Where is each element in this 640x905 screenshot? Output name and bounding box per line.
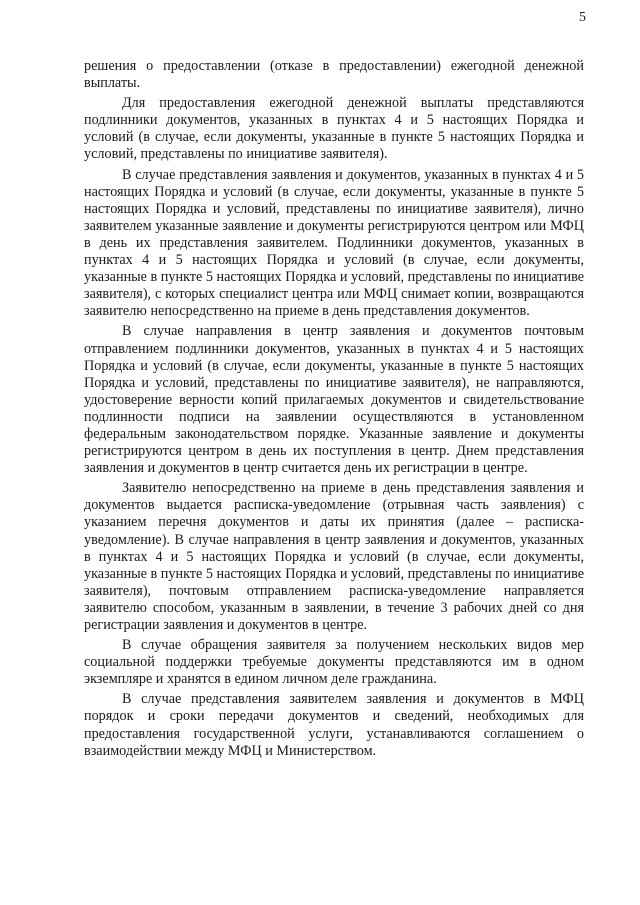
paragraph-continuation: решения о предоставлении (отказе в предоставлении) ежегодной денежной выплаты.	[84, 58, 584, 92]
paragraph-receipt-notice: Заявителю непосредственно на приеме в день представления заявления и документов выдается расписка-уведомление (отрывная часть заявления) с указанием перечня документов и даты их принятия (далее – расписка-уведомление). В случае направления в центр заявления и документов, указанных в пунктах 4 и 5 настоящих Порядка и условий (в случае, если документы, указанные в пункте 5 настоящих Порядка и условий, представлены по инициативе заявителя), почтовым отправлением расписка-уведомление направляется заявителю способом, указанным в заявлении, в течение 3 рабочих дней со дня регистрации заявления и документов в центре.	[84, 480, 584, 633]
paragraph-personal-submission: В случае представления заявления и документов, указанных в пунктах 4 и 5 настоящих Порядка и условий (в случае, если документы, указанные в пункте 5 настоящих Порядка и условий, представлены по инициативе заявителя), лично заявителем указанные заявление и документы регистрируются центром или МФЦ в день их представления заявителем. Подлинники документов, указанных в пунктах 4 и 5 настоящих Порядка и условий (в случае, если документы, указанные в пункте 5 настоящих Порядка и условий, представлены по инициативе заявителя), с которых специалист центра или МФЦ снимает копии, возвращаются заявителю непосредственно на приеме в день представления документов.	[84, 166, 584, 320]
paragraph-originals-required: Для предоставления ежегодной денежной выплаты представляются подлинники документов, указанных в пунктах 4 и 5 настоящих Порядка и условий (в случае, если документы, указанные в пункте 5 настоящих Порядка и условий, представлены по инициативе заявителя).	[84, 95, 584, 163]
paragraph-mfc-agreement: В случае представления заявителем заявления и документов в МФЦ порядок и сроки передачи документов и сведений, необходимых для предоставления государственной услуги, устанавливаются соглашением о взаимодействии между МФЦ и Министерством.	[84, 691, 584, 759]
paragraph-postal-submission: В случае направления в центр заявления и документов почтовым отправлением подлинники документов, указанных в пунктах 4 и 5 настоящих Порядка и условий (в случае, если документы, указанные в пункте 5 настоящих Порядка и условий, представлены по инициативе заявителя), не направляются, удостоверение верности копий прилагаемых документов и свидетельствование подлинности подписи на заявлении осуществляются в установленном федеральным законодательством порядке. Указанные заявление и документы регистрируются центром в день их поступления в центр. Днем представления заявления и документов в центр считается день их регистрации в центре.	[84, 323, 584, 477]
page-number: 5	[579, 10, 586, 25]
paragraph-multiple-measures: В случае обращения заявителя за получением нескольких видов мер социальной поддержки требуемые документы представляются им в одном экземпляре и хранятся в едином личном деле гражданина.	[84, 637, 584, 688]
document-body	[84, 58, 584, 763]
